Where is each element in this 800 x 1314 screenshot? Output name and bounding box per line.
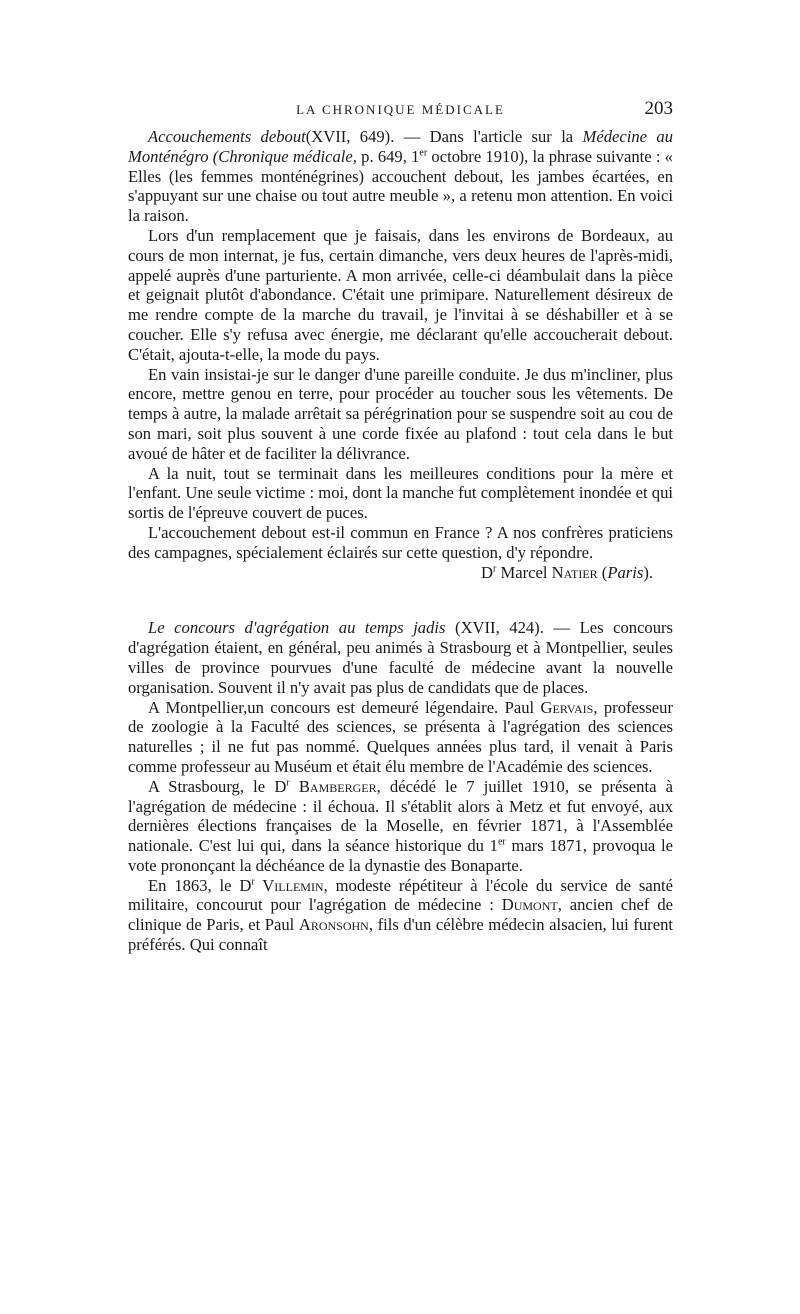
- text-run: (: [597, 562, 608, 582]
- text-run: , décédé le 7 juillet 1910, se présenta à l'agrégation de médecine : il échoua. Il s'établit alors à Metz et fut envoyé, aux dernières élections françaises de la Moselle, en février 1871, à l'Assemblée nationale. C'est lui qui, dans la séance historique du 1: [128, 776, 673, 856]
- superscript: r: [251, 876, 255, 888]
- article2-paragraph-4: [128, 876, 673, 955]
- text-run: D: [481, 562, 494, 582]
- author-place: Paris: [607, 562, 644, 582]
- article1-title: Accouchements debout: [148, 127, 306, 146]
- journal-title: Médecine au Monténégro (Chronique médicale,: [128, 127, 673, 166]
- text-run: , modeste répétiteur à l'école du service de santé militaire, concourut pour l'agrégation de médecine :: [128, 875, 673, 915]
- text-run: Marcel: [496, 562, 552, 582]
- text-run: , ancien chef de clinique de Paris, et Paul: [128, 895, 673, 935]
- superscript: r: [286, 777, 290, 789]
- person-name: Aronsohn: [298, 915, 369, 935]
- article1-paragraph-1: [128, 127, 673, 226]
- text-run: p. 649, 1: [356, 146, 420, 166]
- text-run: A Strasbourg, le D: [148, 776, 287, 796]
- text-run: , fils d'un célèbre médecin alsacien, lui furent préférés. Qui connaît: [128, 915, 673, 955]
- article2-ref: (XVII, 424).: [445, 618, 544, 638]
- superscript: er: [419, 147, 428, 159]
- article1-ref: (XVII, 649).: [305, 127, 395, 146]
- article1-paragraph-4: A la nuit, tout se terminait dans les meilleures conditions pour la mère et l'enfant. Une seule victime : moi, dont la manche fut complètement inondée et qui sortis de l'épreuve couvert de puces.: [128, 463, 673, 523]
- article2-title: Le concours d'agrégation au temps jadis: [148, 618, 446, 638]
- superscript: er: [497, 836, 506, 848]
- page-number: 203: [644, 98, 673, 119]
- person-name: Dumont: [501, 895, 558, 915]
- section-gap: [128, 582, 673, 618]
- text-run: En 1863, le D: [148, 875, 252, 895]
- text-run: ).: [643, 562, 653, 582]
- running-title: LA CHRONIQUE MÉDICALE: [296, 102, 505, 117]
- page-body: [128, 127, 673, 955]
- person-name: Villemin: [254, 875, 324, 895]
- article1-paragraph-2: Lors d'un remplacement que je faisais, dans les environs de Bordeaux, au cours de mon internat, je fus, certain dimanche, vers deux heures de l'après-midi, appelé auprès d'une parturiente. A mon arrivée, celle-ci déambulait dans la pièce et geignait plutôt d'abondance. C'était une primipare. Naturellement désireux de me rendre compte de la marche du travail, je l'invitai à se déshabiller et à se coucher. Elle s'y refusa avec énergie, me déclarant qu'elle accoucherait debout. C'était, ajouta-t-elle, la mode du pays.: [128, 225, 673, 364]
- article1-paragraph-3: En vain insistai-je sur le danger d'une pareille conduite. Je dus m'incliner, plus encore, mettre genou en terre, pour procéder au toucher sous les vêtements. De temps à autre, la malade arrêtait sa pérégrination pour se suspendre soit au cou de son mari, soit plus souvent à une corde fixée au plafond : tout cela dans le but avoué de hâter et de faciliter la délivrance.: [128, 364, 673, 463]
- person-name: Gervais: [540, 697, 594, 717]
- text-run: mars 1871, provoqua le vote prononçant la déchéance de la dynastie des Bonaparte.: [128, 836, 673, 875]
- text-run: — Dans l'article sur la: [394, 127, 583, 146]
- author-surname: Natier: [551, 562, 598, 582]
- text-run: — Les concours d'agrégation étaient, en général, peu animés à Strasbourg et à Montpellier, seules villes de province pourvues d'une faculté de médecine avant la nouvelle organisation. Souvent il n'y avait pas plus de candidats que de places.: [128, 618, 674, 697]
- article2-paragraph-2: [128, 698, 673, 777]
- article1-signature: [128, 563, 673, 583]
- superscript: r: [493, 563, 497, 574]
- article1-paragraph-5: L'accouchement debout est-il commun en France ? A nos confrères praticiens des campagnes, spécialement éclairés sur cette question, d'y répondre.: [128, 522, 673, 562]
- article2-paragraph-3: [128, 777, 673, 876]
- article2-paragraph-1: [128, 618, 673, 697]
- page-header: [128, 98, 673, 124]
- text-run: , professeur de zoologie à la Faculté des sciences, se présenta à l'agrégation des sciences naturelles ; il ne fut pas nommé. Quelques années plus tard, il venait à Paris comme professeur au Muséum et était élu membre de l'Académie des sciences.: [128, 697, 673, 776]
- text-run: octobre 1910), la phrase suivante : « Elles (les femmes monténégrines) accouchent debout, les jambes écartées, en s'appuyant sur une chaise ou tout autre meuble », a retenu mon attention. En voici la raison.: [128, 146, 673, 226]
- person-name: Bamberger: [289, 776, 377, 796]
- text-run: A Montpellier,un concours est demeuré légendaire. Paul: [148, 697, 541, 717]
